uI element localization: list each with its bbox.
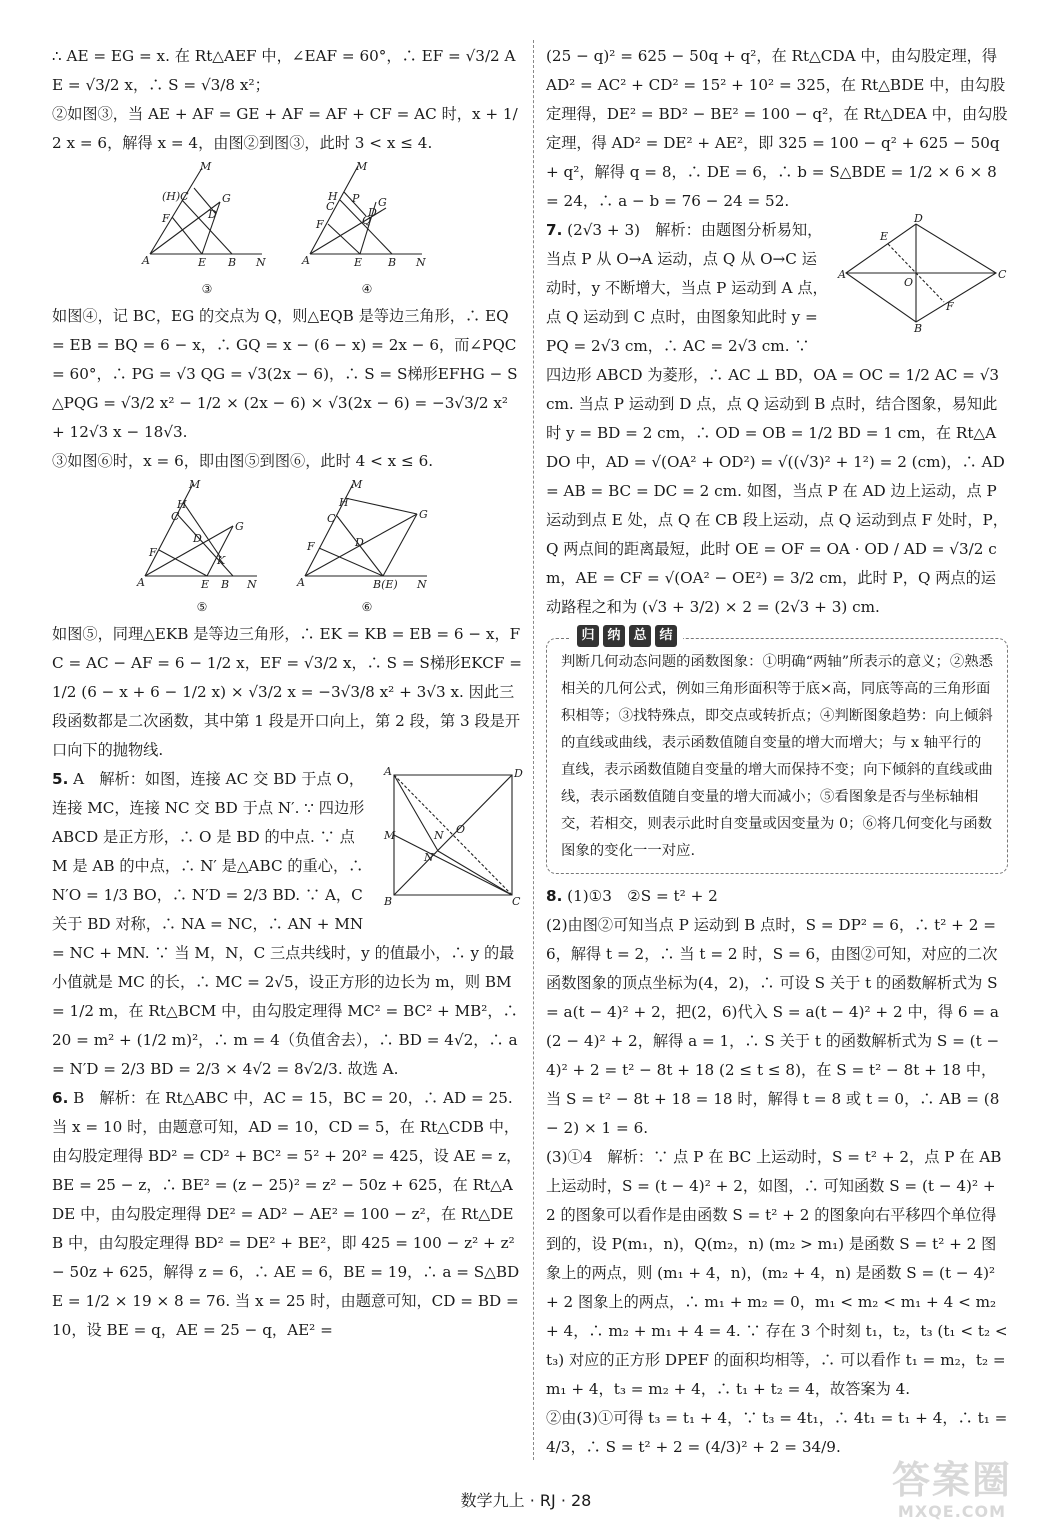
question-8-part-1: (1)①3 ②S = t² + 2 [567,887,718,905]
svg-text:D: D [208,208,217,221]
svg-text:H: H [177,498,187,511]
paragraph: 如图⑤，同理△EKB 是等边三角形，∴ EK = KB = EB = 6 − x，FC = AC − AF = 6 − 1/2 x，EF = √3/2 x，∴ S = S梯形EKCF = 1/2 (6 − x + 6 − 1/2 x) × √3/2 x = −3√3/8 x² + 3√3 x. 因此三段函数都是二次函数，其中第 1 段是开口向上，第 2 段，第 3 段是开口向下的抛物线. [52,625,527,759]
question-7-text: (2√3 + 3) 解析：由题图分析易知，当点 P 从 O→A 运动，点 Q 从 O→C 运动时，y 不断增大，当点 P 运动到 A 点，点 Q 运动到 C 点时，由图象知此时 y = PQ = 2√3 cm，∴ AC = 2√3 cm. ∵ 四边形 ABCD 为菱形，∴ AC ⊥ BD，OA = OC = 1/2 AC = √3 cm. 当点 P 运动到 D 点，点 Q 运动到 B 点时，结合图象，易知此时 y = BD = 2 cm，∴ OD = OB = 1/2 BD = 1 cm，在 Rt△ADO 中，AD = √(OA² + OD²) = √((√3)² + 1²) = 2 (cm)，∴ AD = AB = BC = DC = 2 cm. 如图，当点 P 在 AD 边上运动，点 P 运动到点 E 处，点 Q 在 CB 段上运动，点 Q 运动到点 F 处时，P，Q 两点间的距离最短，此时 OE = OF = OA · OD / AD = √3/2 cm，AE = CF = √(OA² − OE²) = 3/2 cm，此时 P，Q 两点的运动路程之和为 (√3 + 3/2) × 2 = (2√3 + 3) cm. [546,221,1010,616]
left-column [52,42,527,1345]
svg-text:F: F [316,218,324,231]
svg-text:M: M [356,160,368,173]
paragraph: 如图④，记 BC，EG 的交点为 Q，则△EQB 是等边三角形，∴ EQ = EB = BQ = 6 − x，∴ GQ = x − (6 − x) = 2x − 6，而∠PQC = 60°，∴ PG = √3 QG = √3(2x − 6)，∴ S = S梯形EFHG − S△PQG = √3/2 x² − 1/2 × (2x − 6) × √3(2x − 6) = −3√3/2 x² + 12√3 x − 18√3. [52,307,522,441]
paragraph: (25 − q)² = 625 − 50q + q²，在 Rt△CDA 中，由勾股定理，得 AD² = AC² + CD² = 15² + 10² = 325，在 Rt△BDE 中，由勾股定理得，DE² = BD² − BE² = 100 − q²，在 Rt△DEA 中，由勾股定理，得 AD² = DE² + AE²，即 325 = 100 − q² + 625 − 50q + q²，解得 q = 8，∴ DE = 6，∴ b = S△BDE = 1/2 × 6 × 8 = 24，∴ a − b = 76 − 24 = 52. [546,47,1008,210]
svg-text:F: F [946,300,954,313]
svg-text:D: D [914,212,923,225]
svg-text:F: F [307,540,315,553]
rhombus-figure [838,212,1008,338]
figure-row-5-6 [52,480,522,614]
watermark-text: 答案圈 [891,1458,1012,1502]
figure-5 [137,480,267,614]
question-8-part-2: (2)由图②可知当点 P 运动到 B 点时，S = DP² = 6，∴ t² + 2 = 6，解得 t = 2，∴ 当 t = 2 时，S = 6，由图②可知，对应的二次函数图象的顶点坐标为(4，2)，∴ 可设 S 关于 t 的函数解析式为 S = a(t − 4)² + 2，把(2，6)代入 S = a(t − 4)² + 2 中，得 6 = a(2 − 4)² + 2，解得 a = 1，∴ S 关于 t 的函数解析式为 S = (t − 4)² + 2 = t² − 8t + 18 (2 ≤ t ≤ 8)，在 S = t² − 8t + 18 中，当 S = t² − 8t + 18 = 18 时，解得 t = 8 或 t = 0，∴ AB = (8 − 2) × 1 = 6. [546,916,1005,1137]
figure-3 [142,162,272,296]
svg-text:N′: N′ [424,851,437,864]
svg-text:B: B [221,578,230,591]
question-7 [546,212,1010,622]
figure-4 [302,162,432,296]
question-8-part-3-2: ②由(3)①可得 t₃ = t₁ + 4，∵ t₃ = 4t₁，∴ 4t₁ = t₁ + 4，∴ t₁ = 4/3，∴ S = t² + 2 = (4/3)² + 2 = 34/9. [546,1409,1013,1456]
svg-text:G: G [419,508,428,521]
svg-text:P: P [352,192,360,205]
svg-text:D: D [368,206,377,219]
figure-5-diagram [137,480,267,600]
svg-text:F: F [149,546,157,559]
square-figure [384,767,522,917]
paragraph: ③如图⑥时，x = 6，即由图⑤到图⑥，此时 4 < x ≤ 6. [52,452,434,470]
svg-text:A: A [297,576,305,589]
svg-text:H: H [339,496,349,509]
svg-text:C: C [998,268,1007,281]
figure-6-label: ⑥ [361,600,373,614]
figure-6 [297,480,437,614]
svg-text:F: F [162,212,170,225]
svg-text:O: O [456,823,466,836]
page-footer: 数学九上 · RJ · 28 [460,1491,592,1510]
rhombus-abcd-diagram [838,212,1008,335]
svg-text:N: N [434,829,444,842]
svg-text:Q: Q [362,214,372,227]
svg-text:N: N [416,256,426,269]
square-abcd-diagram [384,767,522,907]
svg-text:M: M [200,160,212,173]
paragraph: ∴ AE = EG = x. 在 Rt△AEF 中，∠EAF = 60°，∴ EF = √3/2 AE = √3/2 x，∴ S = √3/8 x²； [52,47,516,94]
svg-text:A: A [384,765,392,778]
svg-text:C: C [326,200,335,213]
svg-text:D: D [193,532,202,545]
svg-text:K: K [217,554,226,567]
svg-text:C: C [512,895,521,908]
figure-5-label: ⑤ [196,600,208,614]
figure-4-diagram [302,162,432,282]
question-8-part-3: (3)①4 解析：∵ 点 P 在 BC 上运动时，S = t² + 2，点 P 在 AB 上运动时，S = (t − 4)² + 2，如图，∴ 可知函数 S = (t − 4)² + 2 的图象可以看作是由函数 S = t² + 2 的图象向右平移四个单位得到的，设 P(m₁，n)，Q(m₂，n) (m₂ > m₁) 是函数 S = t² + 2 图象上的两点，则 (m₁ + 4，n)，(m₂ + 4，n) 是函数 S = (t − 4)² + 2 图象上的两点，∴ m₁ + m₂ = 0，m₁ < m₂ < m₁ + 4 < m₂ + 4，∴ m₂ + m₁ + 4 = 4. ∵ 存在 3 个时刻 t₁，t₂，t₃ (t₁ < t₂ < t₃) 对应的正方形 DPEF 的面积均相等，∴ 可以看作 t₁ = m₂，t₂ = m₁ + 4，t₃ = m₂ + 4，∴ t₁ + t₂ = 4，故答案为 4. [546,1148,1013,1398]
svg-text:G: G [222,192,231,205]
watermark-logo [872,1458,1032,1528]
question-number: 7. [546,221,563,239]
svg-text:M: M [351,478,363,491]
svg-text:B: B [384,895,393,908]
svg-text:H: H [328,190,338,203]
svg-text:O: O [904,276,914,289]
figure-3-label: ③ [201,282,213,296]
watermark-url: MXQE.COM [897,1502,1007,1521]
svg-text:N: N [417,578,427,591]
svg-text:M: M [189,478,201,491]
column-divider [533,40,534,1460]
svg-text:(H)C: (H)C [162,190,189,203]
svg-text:A: A [137,576,145,589]
question-number: 5. [52,770,69,788]
question-number: 6. [52,1089,69,1107]
paragraph: ②如图③，当 AE + AF = GE + AF = AF + CF = AC 时，x + 1/2 x = 6，解得 x = 4，由图②到图③，此时 3 < x ≤ 4. [52,105,518,152]
svg-text:C: C [327,512,336,525]
question-5 [52,765,522,1084]
summary-title: 归 纳 总 结 [571,625,683,647]
figure-4-label: ④ [361,282,373,296]
svg-text:E: E [354,256,363,269]
svg-text:N: N [247,578,257,591]
svg-text:G: G [378,196,387,209]
svg-text:D: D [355,536,364,549]
summary-text: 判断几何动态问题的函数图象：①明确“两轴”所表示的意义；②熟悉相关的几何公式，例如三角形面积等于底×高，同底等高的三角形面积相等；③找特殊点，即交点或转折点；④判断图象趋势：向上倾斜的直线或曲线，表示函数值随自变量的增大而增大；与 x 轴平行的直线，表示函数值随自变量的增大而保持不变；向下倾斜的直线或曲线，表示函数值随自变量的增大而减小；⑤看图象是否与坐标轴相交，若相交，则表示此时自变量或因变量为 0；⑥将几何变化与函数图象的变化一一对应. [561,654,994,859]
svg-text:B: B [228,256,237,269]
figure-row-3-4 [52,162,522,296]
svg-text:A: A [302,254,310,267]
svg-text:E: E [201,578,210,591]
svg-text:B(E): B(E) [373,578,398,591]
svg-text:E: E [198,256,207,269]
svg-text:G: G [235,520,244,533]
svg-text:N: N [256,256,266,269]
summary-box [546,628,1008,874]
svg-text:E: E [880,230,889,243]
question-5-text: A 解析：如图，连接 AC 交 BD 于点 O，连接 MC，连接 NC 交 BD 于点 N′. ∵ 四边形 ABCD 是正方形，∴ O 是 BD 的中点. ∵ 点 M 是 AB 的中点，∴ N′ 是△ABC 的重心，∴ N′O = 1/3 BO，∴ N′D = 2/3 BD. ∵ A，C 关于 BD 对称，∴ NA = NC，∴ AN + MN = NC + MN. ∵ 当 M，N，C 三点共线时，y 的值最小，∴ y 的最小值就是 MC 的长，∴ MC = 2√5，设正方形的边长为 m，则 BM = 1/2 m，在 Rt△BCM 中，由勾股定理得 MC² = BC² + MB²，∴ 20 = m² + (1/2 m)²，∴ m = 4（负值舍去），∴ BD = 4√2，∴ a = N′D = 2/3 BD = 2/3 × 4√2 = 8√2/3. 故选 A. [52,770,523,1078]
svg-text:M: M [384,829,396,842]
svg-text:A: A [142,254,150,267]
svg-text:A: A [838,268,846,281]
svg-text:C: C [171,510,180,523]
question-6-text: B 解析：在 Rt△ABC 中，AC = 15，BC = 20，∴ AD = 25. 当 x = 10 时，由题意可知，AD = 10，CD = 5，在 Rt△CDB 中，由勾股定理得 BD² = CD² + BC² = 5² + 20² = 425，设 AE = z，BE = 25 − z，∴ BE² = (z − 25)² = z² − 50z + 625，在 Rt△ADE 中，由勾股定理得 DE² = AD² − AE² = 100 − z²，在 Rt△DEB 中，由勾股定理得 BD² = DE² + BE²，即 425 = 100 − z² + z² − 50z + 625，解得 z = 6，∴ AE = 6，BE = 19，∴ a = S△BDE = 1/2 × 19 × 8 = 76. 当 x = 25 时，由题意可知，CD = BD = 10，设 BE = q，AE = 25 − q，AE² = [52,1089,524,1339]
svg-text:B: B [914,322,923,335]
right-column [546,42,1013,1462]
figure-3-diagram [142,162,272,282]
figure-6-diagram [297,480,437,600]
svg-text:D: D [514,767,523,780]
question-number: 8. [546,887,563,905]
svg-text:B: B [388,256,397,269]
